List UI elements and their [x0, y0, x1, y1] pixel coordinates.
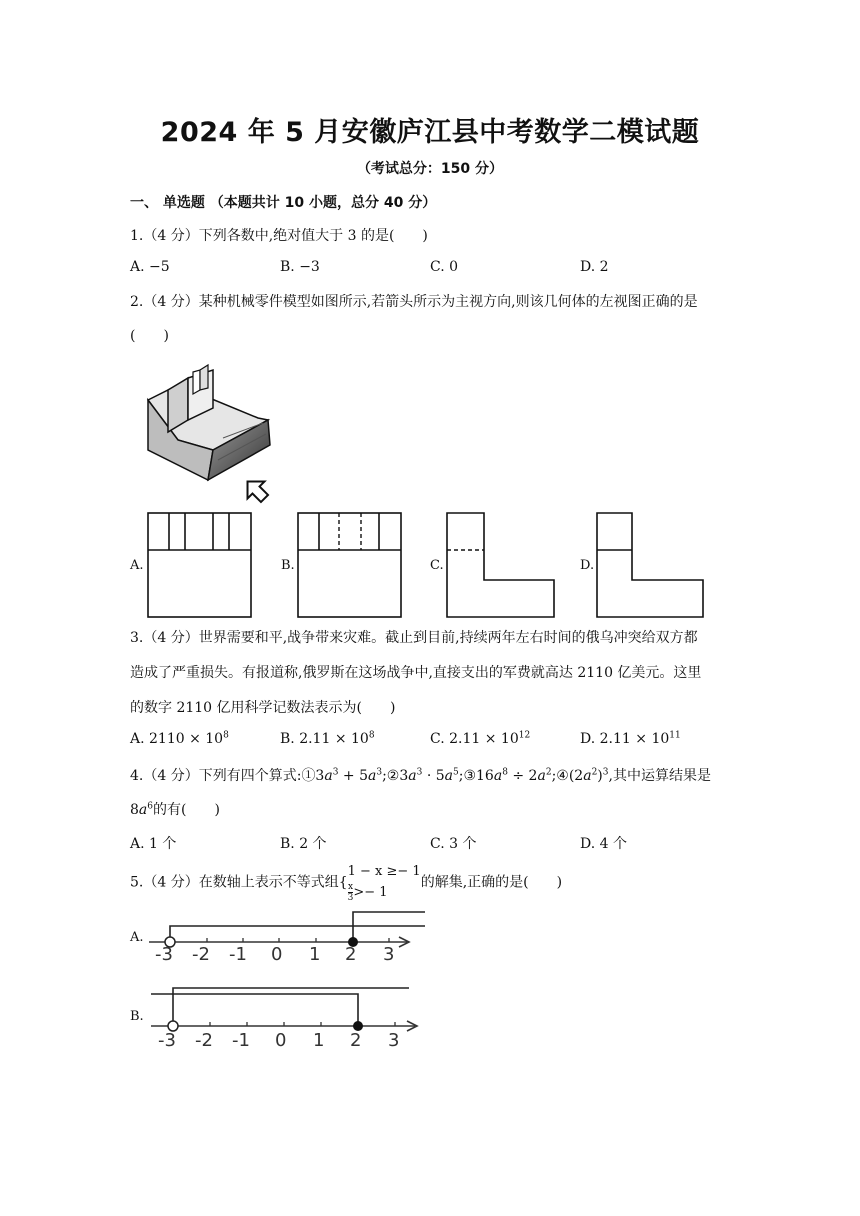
q2-option-a-label: A. [130, 558, 144, 573]
q2-option-a-figure [147, 512, 253, 620]
q5-option-b-numberline [147, 984, 427, 1048]
q3-option-a: A. $2110 \times 10^8$ [130, 730, 229, 747]
question-1-text: 1.（4 分）下列各数中,绝对值大于 3 的是( ) [130, 228, 428, 244]
q3-option-b: B. $2.11 \times 10^8$ [280, 730, 375, 747]
inequality-system: 1 − x ≥− 1 $\frac{x}{3}$ >− 1 [347, 864, 421, 903]
section-heading: 一、 单选题 （本题共计 10 小题，总分 40 分） [130, 195, 437, 211]
machine-part-figure [138, 360, 288, 510]
question-3-line-1: 3.（4 分）世界需要和平,战争带来灾难。截止到目前,持续两年左右时间的俄乌冲突给双方都 [130, 630, 698, 646]
question-2-line-2: ( ) [130, 328, 169, 344]
page-title: 2024 年 5 月安徽庐江县中考数学二模试题 [160, 117, 700, 148]
question-3-line-3: 的数字 2110 亿用科学记数法表示为( ) [130, 700, 396, 716]
total-score: （考试总分：150 分） [356, 161, 504, 177]
question-2-line-1: 2.（4 分）某种机械零件模型如图所示,若箭头所示为主视方向,则该几何体的左视图正确的是 [130, 294, 698, 310]
q4-option-d: D. 4 个 [580, 836, 627, 852]
q2-option-b-label: B. [281, 558, 295, 573]
q1-option-d: D. 2 [580, 259, 609, 275]
q4-result: $8a^6$ [130, 801, 154, 818]
q3-option-d: D. $2.11 \times 10^{11}$ [580, 730, 681, 747]
question-3-line-2: 造成了严重损失。有报道称,俄罗斯在这场战争中,直接支出的军费就高达 2110 亿美元。这里 [130, 665, 702, 681]
q5-option-b-label: B. [130, 1009, 144, 1024]
q4-option-c: C. 3 个 [430, 836, 477, 852]
q3-option-c: C. $2.11 \times 10^{12}$ [430, 730, 531, 747]
question-5-text: 5.（4 分）在数轴上表示不等式组{ 1 − x ≥− 1 $\frac{x}{3}$ >− 1 的解集,正确的是( ) [130, 864, 563, 903]
q1-option-c: C. 0 [430, 259, 459, 275]
q1-option-b: B. −3 [280, 259, 320, 275]
q4-option-b: B. 2 个 [280, 836, 327, 852]
question-4-line-1: 4.（4 分）下列有四个算式$:①3a^3$ + $5a^3;②3a^3$ · $5a^5;③16a^8$ ÷ $2a^2;④(2a^2)^3$,其中运算结果是 [130, 767, 711, 784]
q5-option-a-label: A. [130, 930, 144, 945]
question-4-line-2: $8a^6$的有( ) [130, 801, 220, 818]
q2-option-d-figure [596, 512, 706, 620]
q4-expressions: $①3a^3$ + $5a^3;②3a^3$ · $5a^5;③16a^8$ ÷ $2a^2;④(2a^2)^3$ [301, 767, 609, 784]
q2-option-c-figure [446, 512, 556, 620]
q4-option-a: A. 1 个 [130, 836, 177, 852]
q2-option-b-figure [297, 512, 403, 620]
q2-option-c-label: C. [430, 558, 444, 573]
q1-option-a: A. −5 [130, 259, 170, 275]
q2-option-d-label: D. [580, 558, 595, 573]
